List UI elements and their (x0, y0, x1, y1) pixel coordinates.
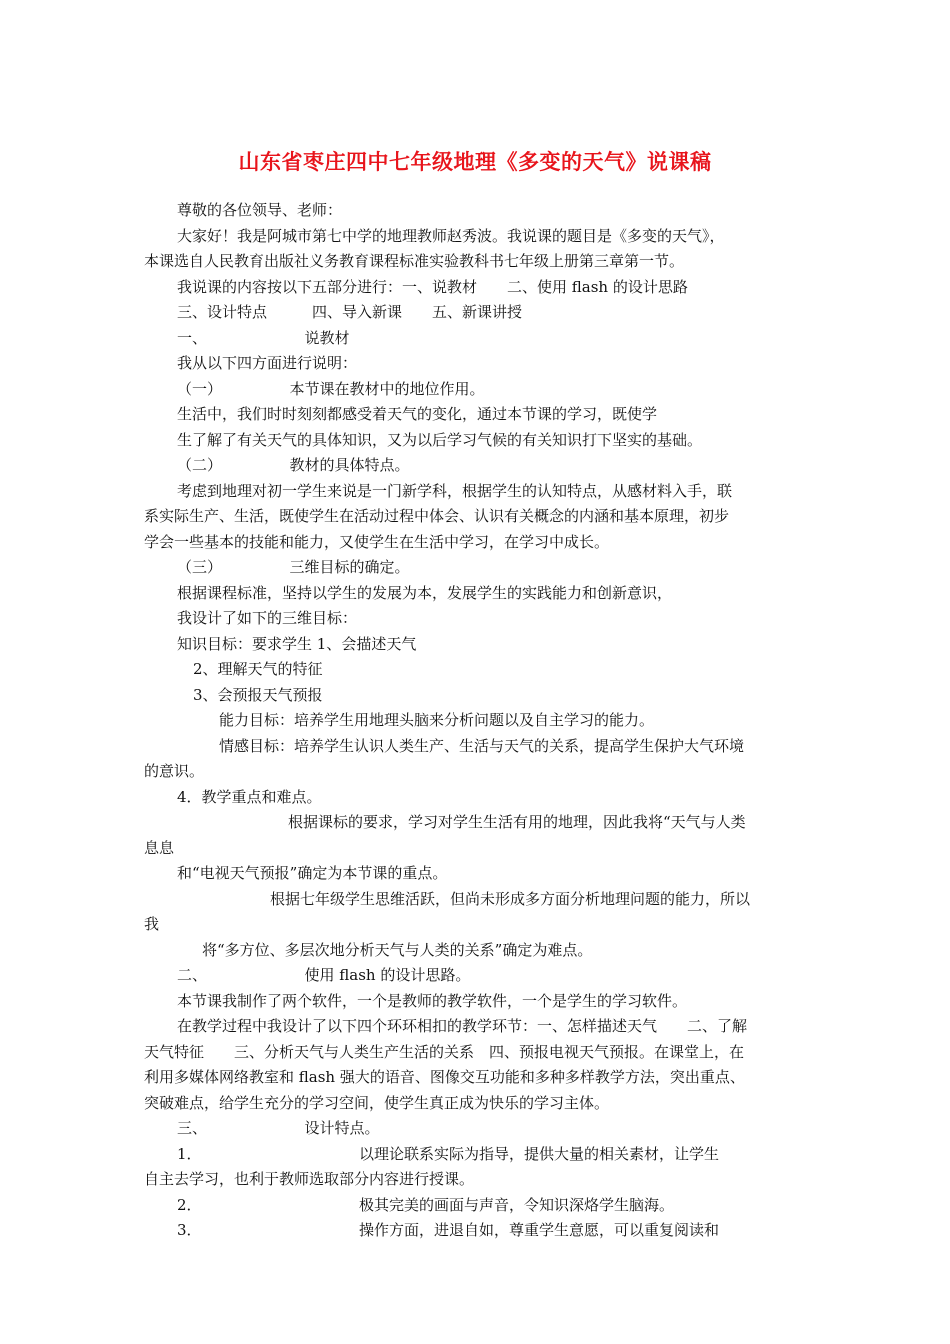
text-line: 2． 极其完美的画面与声音，令知识深烙学生脑海。 (177, 1196, 675, 1214)
text-line: 生了解了有关天气的具体知识，又为以后学习气候的有关知识打下坚实的基础。 (177, 431, 703, 449)
text-line: 大家好！我是阿城市第七中学的地理教师赵秀波。我说课的题目是《多变的天气》， (177, 227, 725, 245)
text-line: 我设计了如下的三维目标： (177, 609, 358, 627)
text-line: 考虑到地理对初一学生来说是一门新学科，根据学生的认知特点，从感材料入手，联 (177, 482, 733, 500)
text-line: 根据课程标准，坚持以学生的发展为本，发展学生的实践能力和创新意识， (177, 584, 673, 602)
text-line: 和“电视天气预报”确定为本节课的重点。 (177, 864, 448, 882)
text-line: 本课选自人民教育出版社义务教育课程标准实验教科书七年级上册第三章第一节。 (144, 252, 685, 270)
text-line: 能力目标：培养学生用地理头脑来分析问题以及自主学习的能力。 (219, 711, 655, 729)
text-line: 息息 (144, 839, 175, 857)
text-line: 尊敬的各位领导、老师： (177, 201, 343, 219)
text-line: 根据课标的要求，学习对学生生活有用的地理，因此我将“天气与人类 (288, 813, 746, 831)
text-line: 天气特征 三、分析天气与人类生产生活的关系 四、预报电视天气预报。在课堂上，在 (144, 1043, 745, 1061)
text-line: 我说课的内容按以下五部分进行：一、说教材 二、使用 flash 的设计思路 (177, 278, 688, 296)
text-line: 情感目标：培养学生认识人类生产、生活与天气的关系，提高学生保护大气环境 (219, 737, 745, 755)
text-line: 根据七年级学生思维活跃，但尚未形成多方面分析地理问题的能力，所以 (270, 890, 751, 908)
subsection-heading: （一） 本节课在教材中的地位作用。 (177, 380, 485, 398)
section-heading: 一、 说教材 (177, 329, 350, 347)
text-line: 生活中，我们时时刻刻都感受着天气的变化，通过本节课的学习，既使学 (177, 405, 658, 423)
text-line: 我从以下四方面进行说明： (177, 354, 358, 372)
section-heading: 二、 使用 flash 的设计思路。 (177, 966, 471, 984)
text-line: 3． 操作方面，进退自如，尊重学生意愿，可以重复阅读和 (177, 1221, 720, 1239)
text-line: 系实际生产、生活，既使学生在活动过程中体会、认识有关概念的内涵和基本原理，初步 (144, 507, 730, 525)
document-title: 山东省枣庄四中七年级地理《多变的天气》说课稿 (238, 150, 712, 174)
text-line: 的意识。 (144, 762, 205, 780)
text-line: 我 (144, 915, 160, 933)
text-line: 利用多媒体网络教室和 flash 强大的语音、图像交互功能和多种多样教学方法，突出重点、 (144, 1068, 745, 1086)
text-line: 知识目标：要求学生 1、会描述天气 (177, 635, 417, 653)
subsection-heading: 4．教学重点和难点。 (177, 788, 322, 806)
section-heading: 三、 设计特点。 (177, 1119, 380, 1137)
text-line: 在教学过程中我设计了以下四个环环相扣的教学环节：一、怎样描述天气 二、了解 (177, 1017, 748, 1035)
text-line: 2、理解天气的特征 (193, 660, 323, 678)
text-line: 1． 以理论联系实际为指导，提供大量的相关素材，让学生 (177, 1145, 720, 1163)
subsection-heading: （三） 三维目标的确定。 (177, 558, 410, 576)
text-line: 将“多方位、多层次地分析天气与人类的关系”确定为难点。 (202, 941, 593, 959)
text-line: 3、会预报天气预报 (193, 686, 323, 704)
text-line: 学会一些基本的技能和能力，又使学生在生活中学习，在学习中成长。 (144, 533, 610, 551)
text-line: 本节课我制作了两个软件，一个是教师的教学软件，一个是学生的学习软件。 (177, 992, 688, 1010)
text-line: 突破难点，给学生充分的学习空间，使学生真正成为快乐的学习主体。 (144, 1094, 610, 1112)
subsection-heading: （二） 教材的具体特点。 (177, 456, 410, 474)
text-line: 三、设计特点 四、导入新课 五、新课讲授 (177, 303, 523, 321)
text-line: 自主去学习，也利于教师选取部分内容进行授课。 (144, 1170, 475, 1188)
